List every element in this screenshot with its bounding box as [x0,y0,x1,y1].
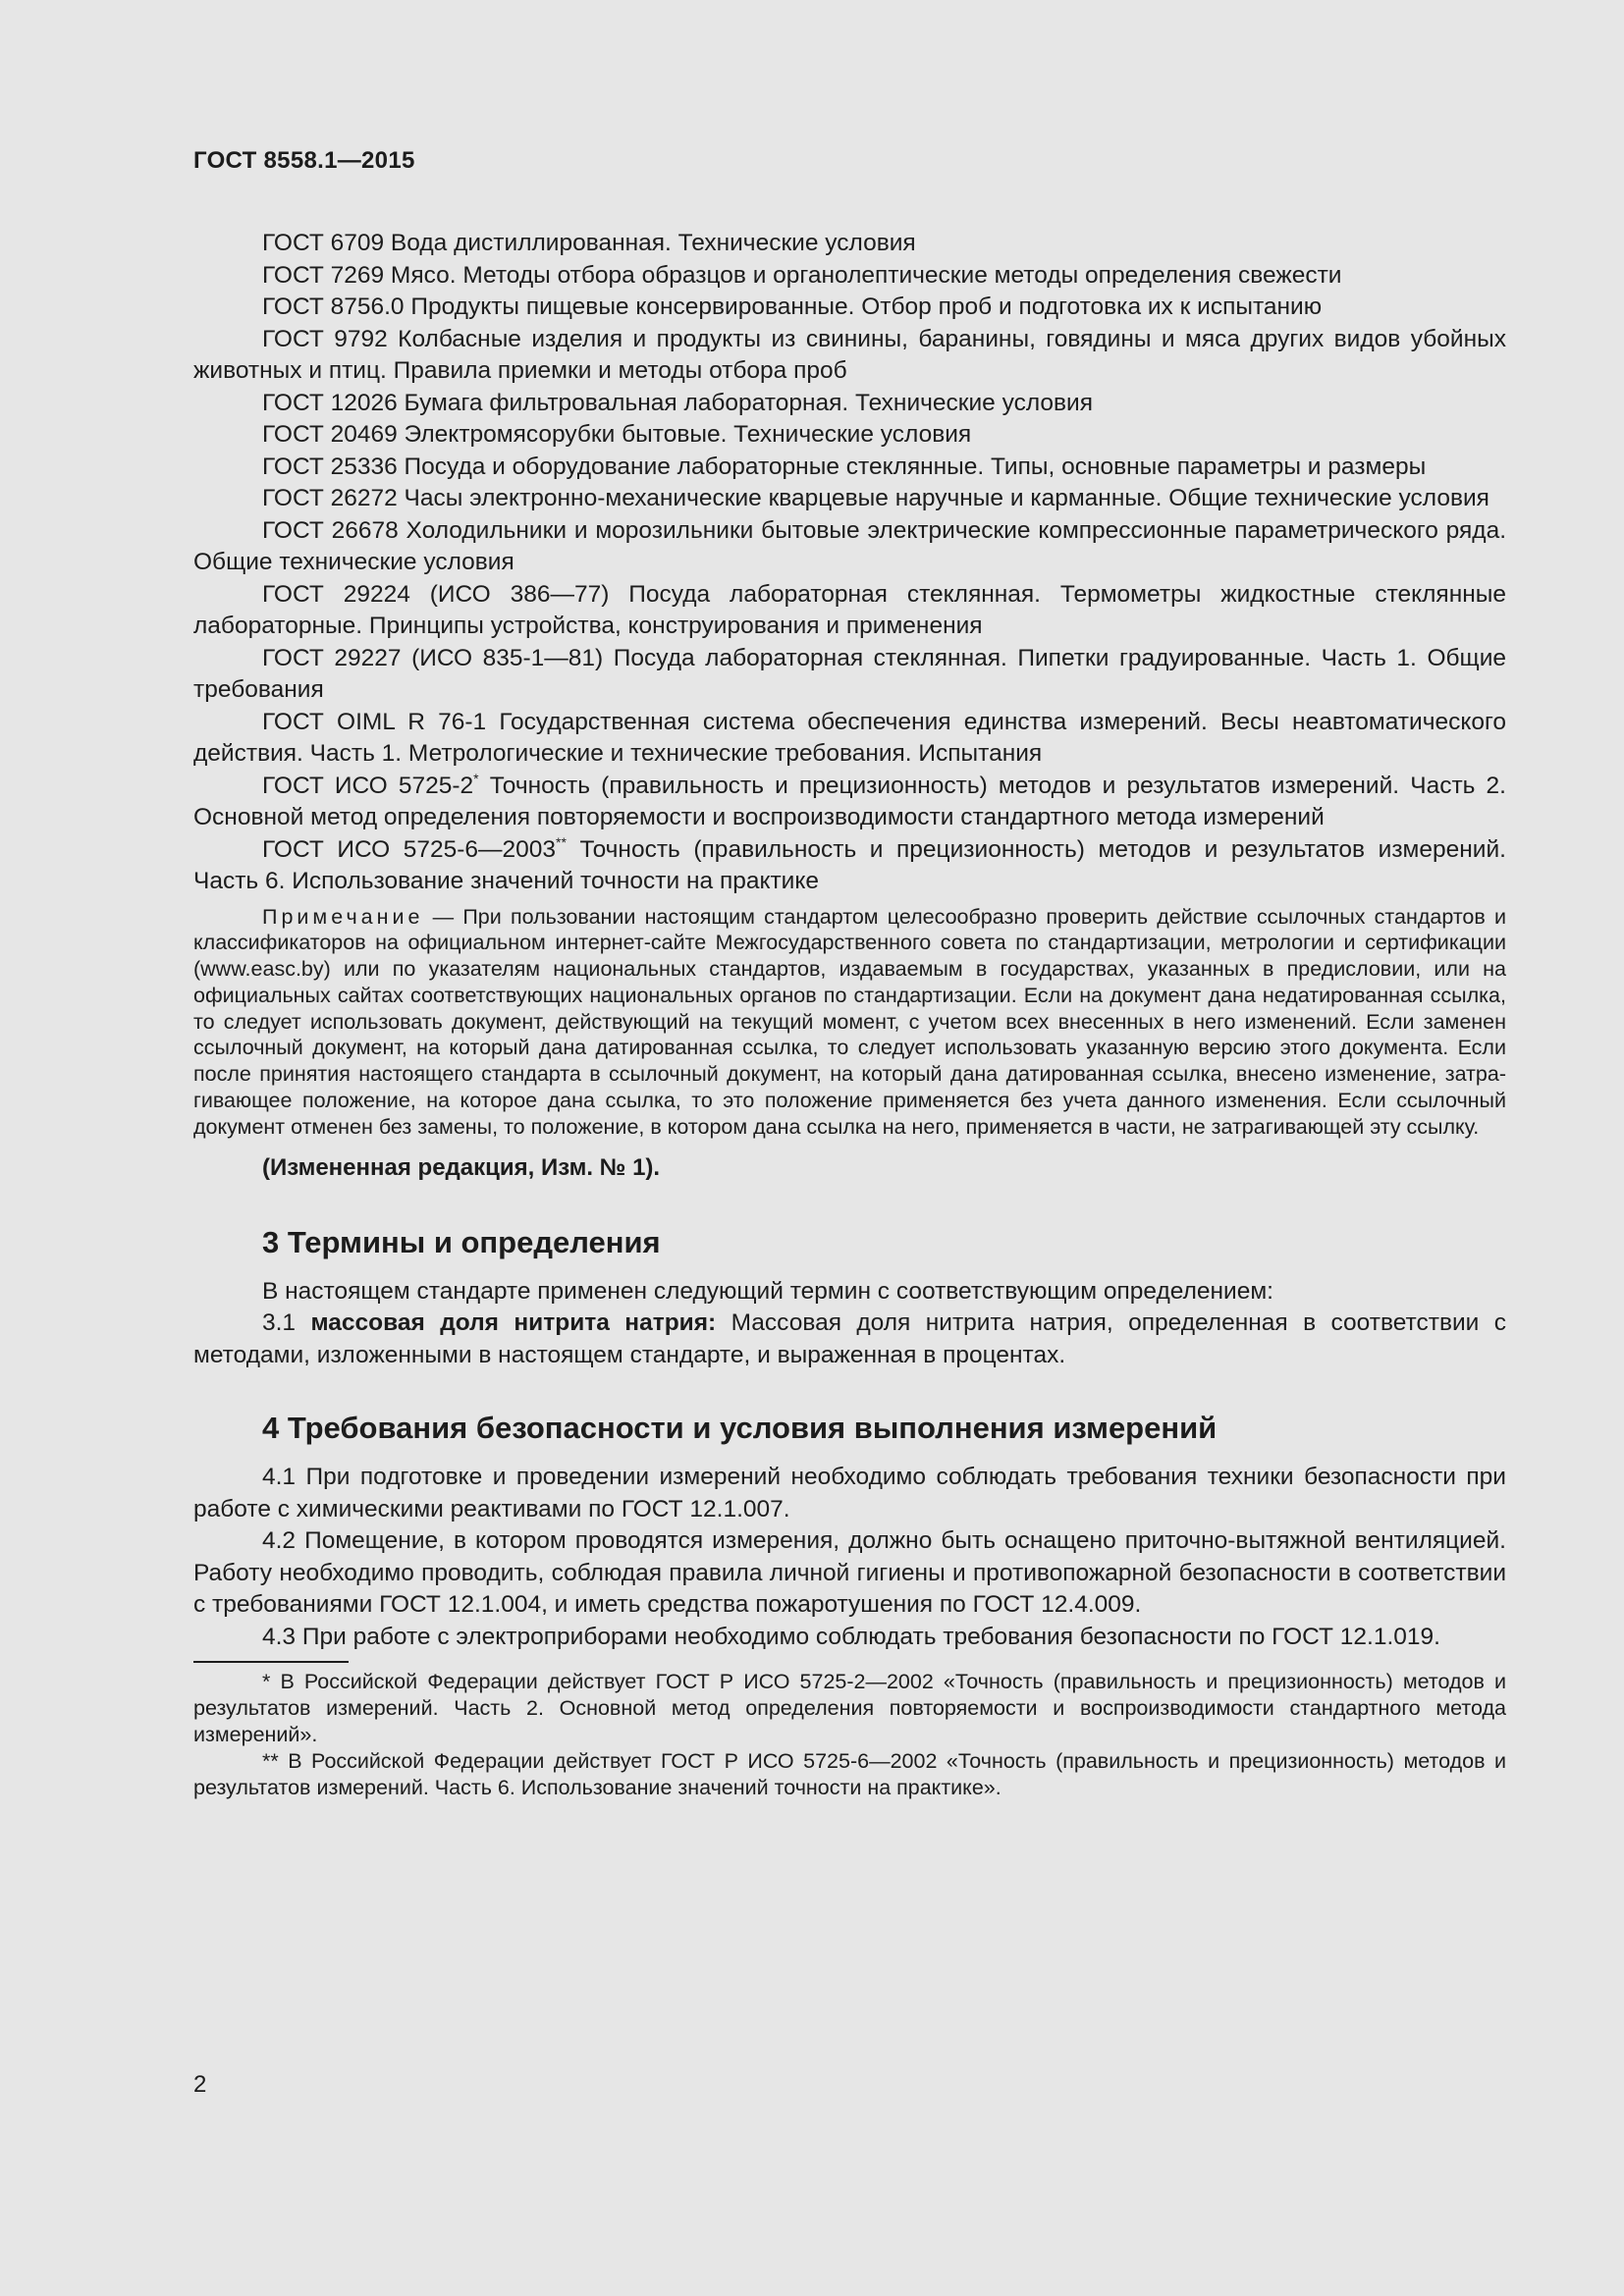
note-label: Примечание [262,904,424,929]
reference-item-iso-5725-2 [193,771,1506,834]
footnote-mark: * [473,770,479,786]
reference-item: ГОСТ 7269 Мясо. Методы отбора образцов и органолептические методы определения свежести [262,261,1342,289]
note-paragraph [193,904,1506,1141]
reference-item: ГОСТ 8756.0 Продукты пищевые консервированные. Отбор проб и подготовка их к испытанию [262,294,1323,320]
reference-code: ГОСТ ИСО 5725-6—2003 [262,835,557,863]
term-number: 3.1 [262,1309,311,1337]
reference-item: ГОСТ 6709 Вода дистиллированная. Технические условия [262,230,916,256]
reference-item: ГОСТ 9792 Колбасные изделия и продукты из свинины, баранины, говядины и мяса других видов убойных животных и птиц. Правила приемки и методы отбора проб [193,325,1506,384]
note-text: — При пользовании настоящим стандартом целесообразно проверить действие ссылочных стандартов и классификаторов на официальном интернет-сайте Межгосударственного совета по стандартизации, метрологии и сертификации (www.easc.by) или по указателям национальных стандартов, издаваемым в государствах, указанных в предисловии, или на официальных сайтах соответствующих национальных органов по стандартизации. Если на документ дана недатированная ссылка, то следует использовать документ, действующий на текущий момент, с учетом всех внесенных в него изменений. Если заменен ссылочный документ, на который дана датированная ссылка, то следует использовать указанную версию этого документа. Если после принятия настоящего стандарта в ссылочный документ, на который дана датированная ссылка, внесено изменение, затрагивающее положение, на которое дана ссылка, то это положение применяется без учета данного изменения. Если ссылочный документ отменен без замены, то положение, в котором дана ссылка на него, применяется в части, не затрагивающей эту ссылку. [193,904,1506,1139]
reference-code: ГОСТ ИСО 5725-2 [262,772,474,799]
term-definition [193,1308,1506,1371]
section-3-title: 3 Термины и определения [262,1224,661,1259]
reference-item: ГОСТ 12026 Бумага фильтровальная лабораторная. Технические условия [262,389,1094,416]
page-number: 2 [193,2071,207,2098]
term-text: Массовая доля нитрита натрия, определенная в соответствии с методами, изложенными в настоящем стандарте, и выраженная в процентах. [193,1309,1506,1368]
footnote: * В Российской Федерации действует ГОСТ Р ИСО 5725-2—2002 «Точность (правильность и прецизионность) методов и результатов измерений. Часть 2. Основной метод определения повторяемости и воспроизводимости стандартного метода измерений». [193,1670,1506,1747]
reference-item-iso-5725-6 [193,834,1506,898]
reference-item: ГОСТ 25336 Посуда и оборудование лабораторные стеклянные. Типы, основные параметры и размеры [262,453,1427,480]
document-header: ГОСТ 8558.1—2015 [193,147,415,174]
term-name: массовая доля нитрита натрия: [310,1309,717,1337]
section-3-intro: В настоящем стандарте применен следующий термин с соответствующим определением: [262,1277,1273,1305]
reference-item: ГОСТ OIML R 76-1 Государственная система обеспечения единства измерений. Весы неавтоматического действия. Часть 1. Метрологические и технические требования. Испытания [193,708,1506,767]
section-4-paragraph: 4.1 При подготовке и проведении измерений необходимо соблюдать требования техники безопасности при работе с химическими реактивами по ГОСТ 12.1.007. [193,1464,1506,1522]
reference-item: ГОСТ 29227 (ИСО 835-1—81) Посуда лабораторная стеклянная. Пипетки градуированные. Часть 1. Общие требования [193,644,1506,703]
reference-item: ГОСТ 26272 Часы электронно-механические кварцевые наручные и карманные. Общие технические условия [262,485,1489,511]
section-4-title: 4 Требования безопасности и условия выполнения измерений [262,1411,1218,1446]
reference-item: ГОСТ 26678 Холодильники и морозильники бытовые электрические компрессионные параметрического ряда. Общие технические условия [193,516,1506,575]
footnote-divider [193,1661,349,1663]
section-4-paragraph: 4.2 Помещение, в котором проводятся измерения, должно быть оснащено приточно-вытяжной вентиляцией. Работу необходимо проводить, соблюдая правила личной гигиены и противопожарной безопасности в соответствии с требованиями ГОСТ 12.1.004, и иметь средства пожаротушения по ГОСТ 12.4.009. [193,1527,1506,1619]
document-body [193,228,1506,1801]
reference-item: ГОСТ 29224 (ИСО 386—77) Посуда лабораторная стеклянная. Термометры жидкостные стеклянные лабораторные. Принципы устройства, конструирования и применения [193,580,1506,639]
section-4-paragraph: 4.3 При работе с электроприборами необходимо соблюдать требования безопасности по ГОСТ 12.1.019. [262,1623,1440,1650]
reference-item: ГОСТ 20469 Электромясорубки бытовые. Технические условия [262,421,972,448]
footnote: ** В Российской Федерации действует ГОСТ Р ИСО 5725-6—2002 «Точность (правильность и прецизионность) методов и результатов измерений. Часть 6. Использование значений точности на практике». [193,1749,1506,1800]
amendment-note: (Измененная редакция, Изм. № 1). [262,1153,661,1181]
footnote-mark: ** [556,833,567,850]
reference-text: Точность (правильность и прецизионность) методов и результатов измерений. Часть 2. Основной метод определения повторяемости и воспроизводимости стандартного метода измерений [193,772,1506,830]
reference-text: Точность (правильность и прецизионность) методов и результатов измерений. Часть 6. Использование значений точности на практике [193,835,1506,894]
